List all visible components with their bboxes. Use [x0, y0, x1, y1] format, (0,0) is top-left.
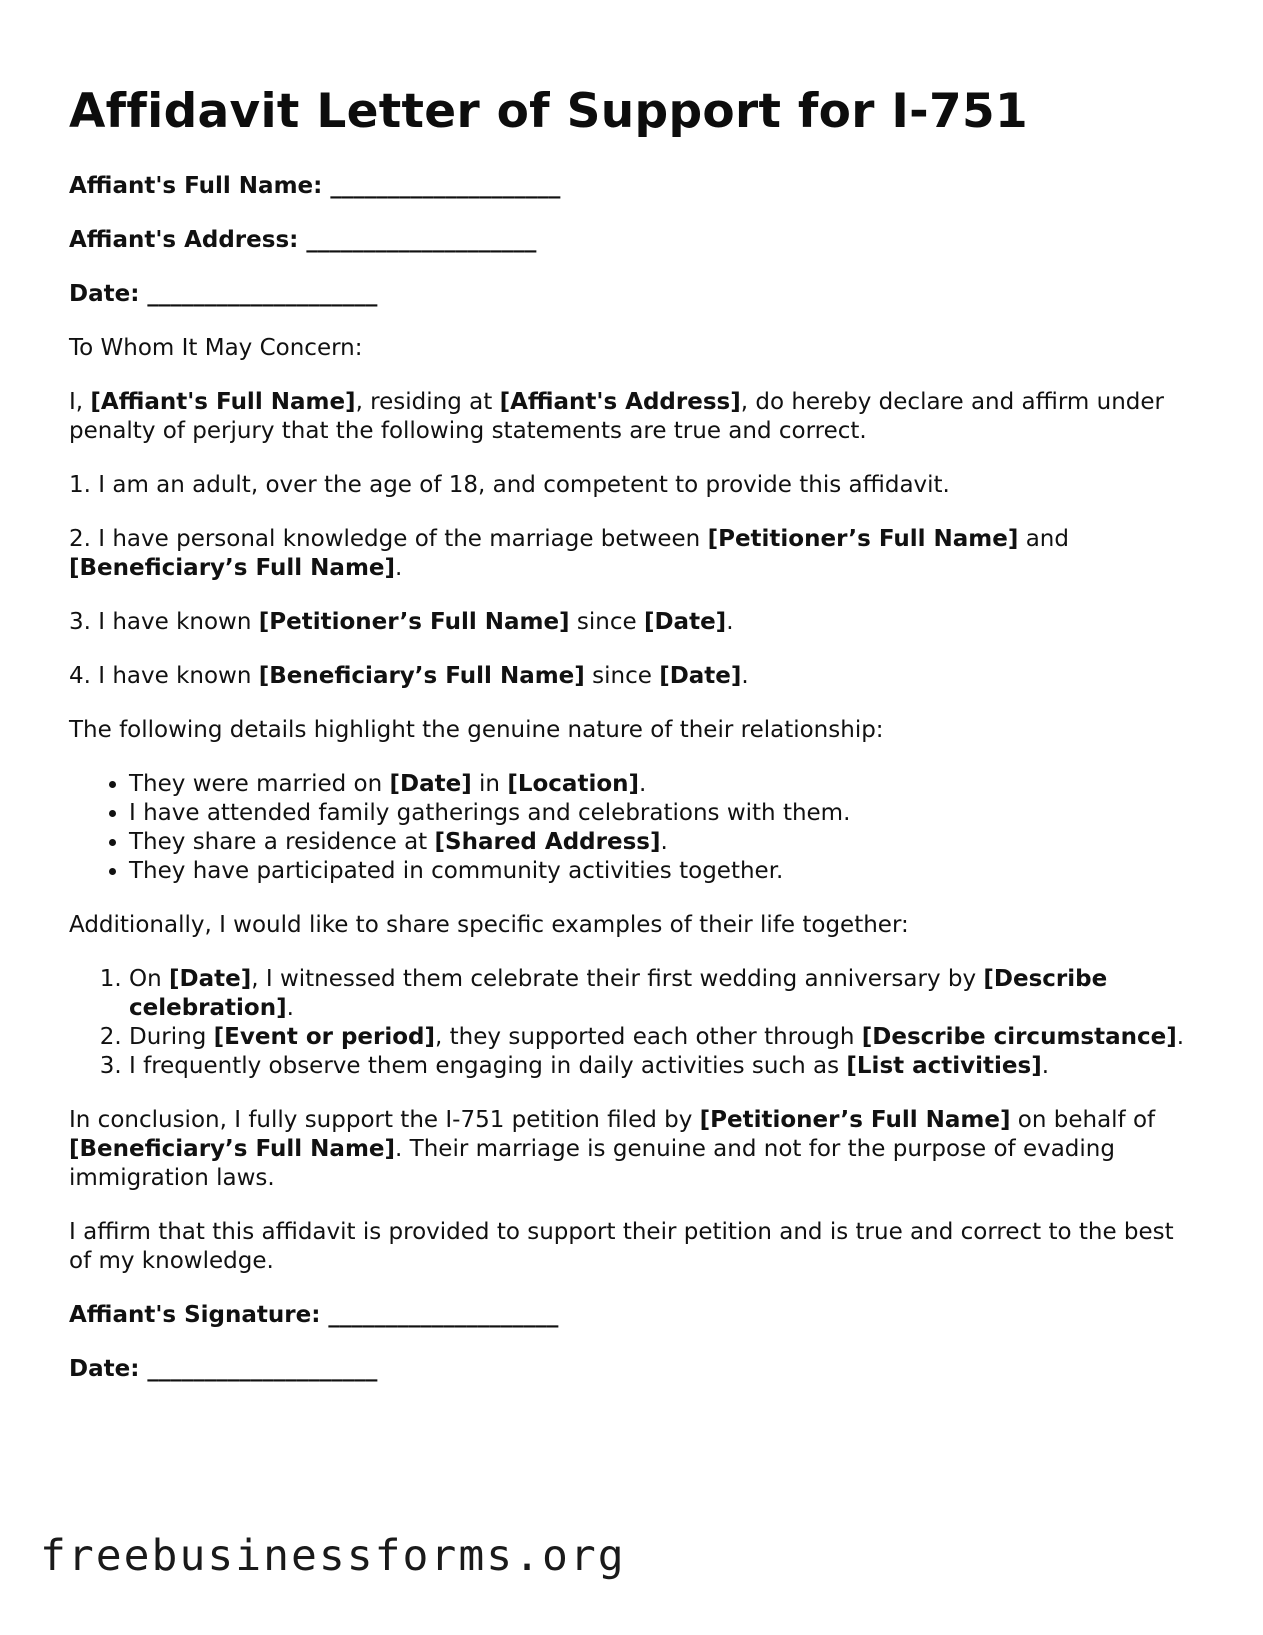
intro-paragraph: I, [Affiant's Full Name], residing at [Affiant's Address], do hereby declare and affirm under penalty of perjury that the following statements are true and correct. [69, 389, 1165, 445]
list-item: • I have attended family gatherings and celebrations with them. [129, 799, 1194, 828]
signature-blank[interactable]: ____________________ [328, 1302, 559, 1329]
date-blank[interactable]: ____________________ [147, 281, 378, 308]
signature-field [69, 1301, 1194, 1330]
relationship-details-list [69, 770, 1194, 886]
signature-date-label: Date: [69, 1356, 140, 1383]
affiant-address-label: Affiant's Address: [69, 227, 299, 254]
affiant-address-field [69, 226, 1194, 255]
site-watermark: freebusinessforms.org [40, 1531, 626, 1581]
list-item: 1. On [Date], I witnessed them celebrate their first wedding anniversary by [Describe celebration]. [129, 965, 1194, 1023]
date-field [69, 280, 1194, 309]
date-label: Date: [69, 281, 140, 308]
list-item: • They were married on [Date] in [Location]. [129, 770, 1194, 799]
affiant-name-field [69, 172, 1194, 201]
signature-date-field [69, 1355, 1194, 1384]
signature-label: Affiant's Signature: [69, 1302, 321, 1329]
examples-list [69, 965, 1194, 1081]
statement-3: 3. I have known [Petitioner’s Full Name] since [Date]. [69, 609, 734, 636]
conclusion-paragraph: In conclusion, I fully support the I-751 petition filed by [Petitioner’s Full Name] on behalf of [Beneficiary’s Full Name]. Their marriage is genuine and not for the purpose of evading immigration laws. [69, 1107, 1156, 1192]
signature-date-blank[interactable]: ____________________ [147, 1356, 378, 1383]
list-item: 2. During [Event or period], they supported each other through [Describe circumstance]. [129, 1023, 1194, 1052]
list-item: • They have participated in community activities together. [129, 857, 1194, 886]
affiant-name-label: Affiant's Full Name: [69, 173, 323, 200]
statement-2: 2. I have personal knowledge of the marriage between [Petitioner’s Full Name] and [Beneficiary’s Full Name]. [69, 526, 1069, 582]
affiant-name-blank[interactable]: ____________________ [330, 173, 561, 200]
list-item: 3. I frequently observe them engaging in daily activities such as [List activities]. [129, 1052, 1194, 1081]
list-item: • They share a residence at [Shared Address]. [129, 828, 1194, 857]
affirmation-paragraph: I affirm that this affidavit is provided to support their petition and is true and correct to the best of my knowledge. [69, 1219, 1174, 1275]
details-intro: The following details highlight the genuine nature of their relationship: [69, 717, 884, 744]
affidavit-document [69, 84, 1194, 1409]
affiant-address-blank[interactable]: ____________________ [306, 227, 537, 254]
salutation: To Whom It May Concern: [69, 335, 363, 362]
statement-1: 1. I am an adult, over the age of 18, and competent to provide this affidavit. [69, 472, 950, 499]
examples-intro: Additionally, I would like to share specific examples of their life together: [69, 912, 909, 939]
statement-4: 4. I have known [Beneficiary’s Full Name] since [Date]. [69, 663, 749, 690]
document-title: Affidavit Letter of Support for I-751 [69, 84, 1028, 139]
